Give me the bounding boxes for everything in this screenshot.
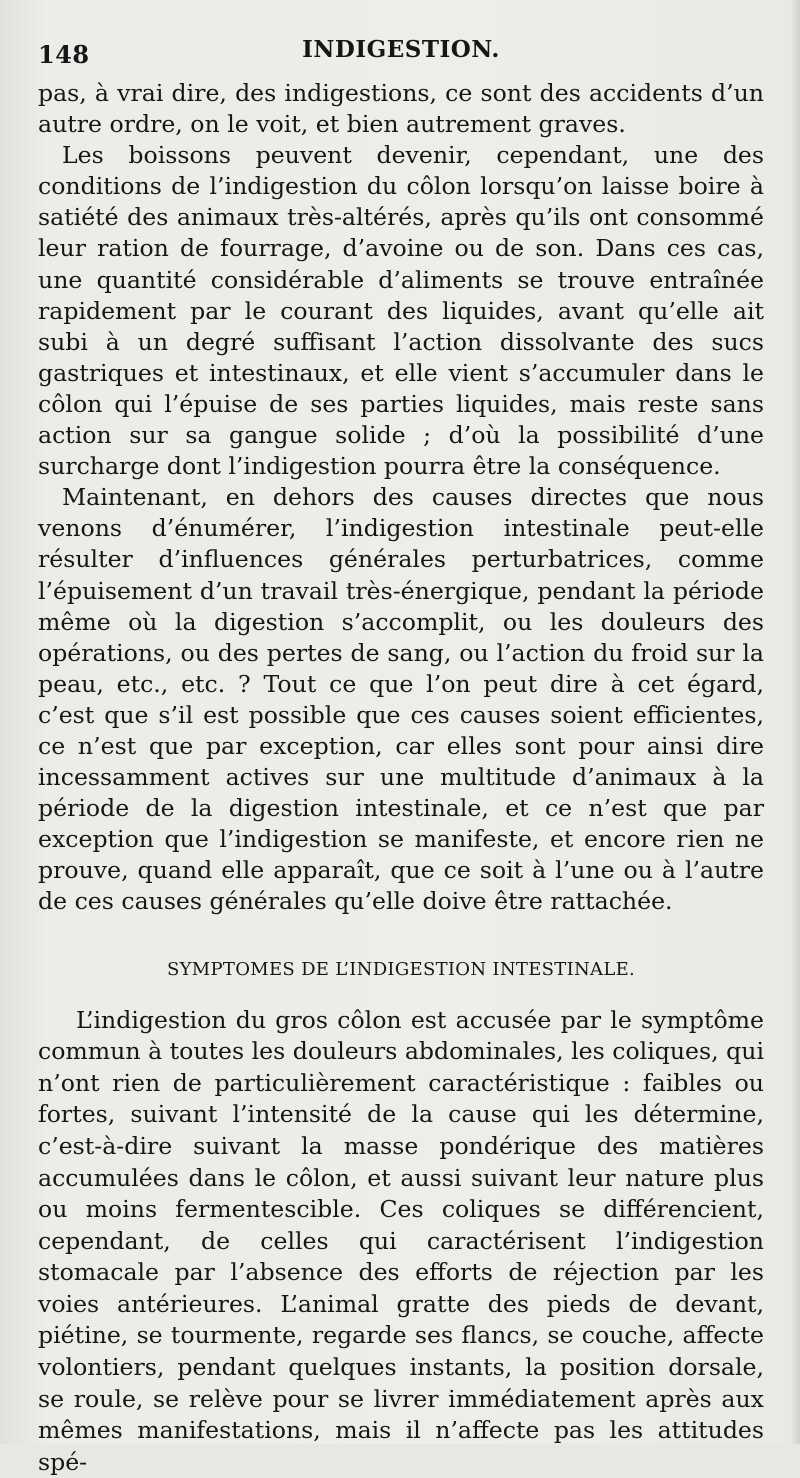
paragraph-continued: pas, à vrai dire, des indigestions, ce sont des accidents d’un autre ordre, on le voit, et bien autrement graves. xyxy=(38,79,764,139)
section-body xyxy=(38,1005,764,1478)
paragraph-boissons: Les boissons peuvent devenir, cependant, une des conditions de l’indigestion du côlon lorsqu’on laisse boire à satiété des animaux très-altérés, après qu’ils ont consommé leur ration de fourrage, d’avoine ou de son. Dans ces cas, une quantité considérable d’aliments se trouve entraînée rapidement par le courant des liquides, avant qu’elle ait subi à un degré suffisant l’action dissolvante des sucs gastriques et intestinaux, et elle vient s’accumuler dans le côlon qui l’épuise de ses parties liquides, mais reste sans action sur sa gangue solide ; d’où la possibilité d’une surcharge dont l’indigestion pourra être la conséquence. xyxy=(38,141,764,481)
body-text xyxy=(38,78,764,918)
section-heading: SYMPTOMES DE L’INDIGESTION INTESTINALE. xyxy=(166,958,636,980)
paragraph-maintenant: Maintenant, en dehors des causes directes que nous venons d’énumérer, l’indigestion intestinale peut-elle résulter d’influences générales perturbatrices, comme l’épuisement d’un travail très-énergique, pendant la période même où la digestion s’accomplit, ou les douleurs des opérations, ou des pertes de sang, ou l’action du froid sur la peau, etc., etc. ? Tout ce que l’on peut dire à cet égard, c’est que s’il est possible que ces causes soient efficientes, ce n’est que par exception, car elles sont pour ainsi dire incessamment actives sur une multitude d’animaux à la période de la digestion intestinale, et ce n’est que par exception que l’indigestion se manifeste, et encore rien ne prouve, quand elle apparaît, que ce soit à l’une ou à l’autre de ces causes générales qu’elle doive être rattachée. xyxy=(38,483,764,916)
page-header xyxy=(38,28,764,78)
running-title: INDIGESTION. xyxy=(302,36,500,63)
paragraph-symptomes: L’indigestion du gros côlon est accusée par le symptôme commun à toutes les douleurs abdominales, les coliques, qui n’ont rien de particulièrement caractéristique : faibles ou fortes, suivant l’intensité de la cause qui les détermine, c’est-à-dire suivant la masse pondérique des matières accumulées dans le côlon, et aussi suivant leur nature plus ou moins fermentescible. Ces coliques se différencient, cependant, de celles qui caractérisent l’indigestion stomacale par l’absence des efforts de réjection par les voies antérieures. L’animal gratte des pieds de devant, piétine, se tourmente, regarde ses flancs, se couche, affecte volontiers, pendant quelques instants, la position dorsale, se roule, se relève pour se livrer immédiatement après aux mêmes manifestations, mais il n’affecte pas les attitudes spé- xyxy=(38,1005,764,1476)
page-number: 148 xyxy=(38,40,90,69)
